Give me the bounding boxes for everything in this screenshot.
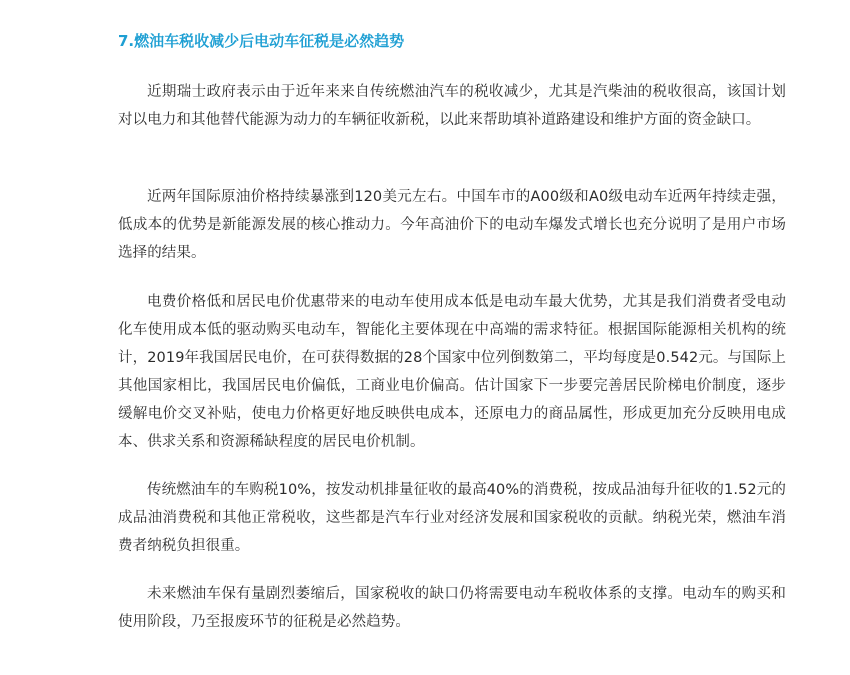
paragraph-future-trend: 未来燃油车保有量剧烈萎缩后，国家税收的缺口仍将需要电动车税收体系的支撑。电动车的购买和使用阶段，乃至报废环节的征税是必然趋势。: [118, 586, 786, 630]
paragraph-swiss-tax: 近期瑞士政府表示由于近年来来自传统燃油汽车的税收减少，尤其是汽柴油的税收很高，该国计划对以电力和其他替代能源为动力的车辆征收新税，以此来帮助填补道路建设和维护方面的资金缺口。: [118, 84, 786, 128]
paragraph-oil-price: 近两年国际原油价格持续暴涨到120美元左右。中国车市的A00级和A0级电动车近两年持续走强，低成本的优势是新能源发展的核心推动力。今年高油价下的电动车爆发式增长也充分说明了是用户市场选择的结果。: [118, 189, 786, 261]
section-heading: 7.燃油车税收减少后电动车征税是必然趋势: [118, 32, 405, 50]
paragraph-fuel-vehicle-tax: 传统燃油车的车购税10%，按发动机排量征收的最高40%的消费税，按成品油每升征收的1.52元的成品油消费税和其他正常税收，这些都是汽车行业对经济发展和国家税收的贡献。纳税光荣，燃油车消费者纳税负担很重。: [118, 482, 786, 554]
paragraph-electricity-price: 电费价格低和居民电价优惠带来的电动车使用成本低是电动车最大优势，尤其是我们消费者受电动化车使用成本低的驱动购买电动车，智能化主要体现在中高端的需求特征。根据国际能源相关机构的统计，2019年我国居民电价，在可获得数据的28个国家中位列倒数第二，平均每度是0.542元。与国际上其他国家相比，我国居民电价偏低，工商业电价偏高。估计国家下一步要完善居民阶梯电价制度，逐步缓解电价交叉补贴，使电力价格更好地反映供电成本，还原电力的商品属性，形成更加充分反映用电成本、供求关系和资源稀缺程度的居民电价机制。: [118, 294, 786, 450]
